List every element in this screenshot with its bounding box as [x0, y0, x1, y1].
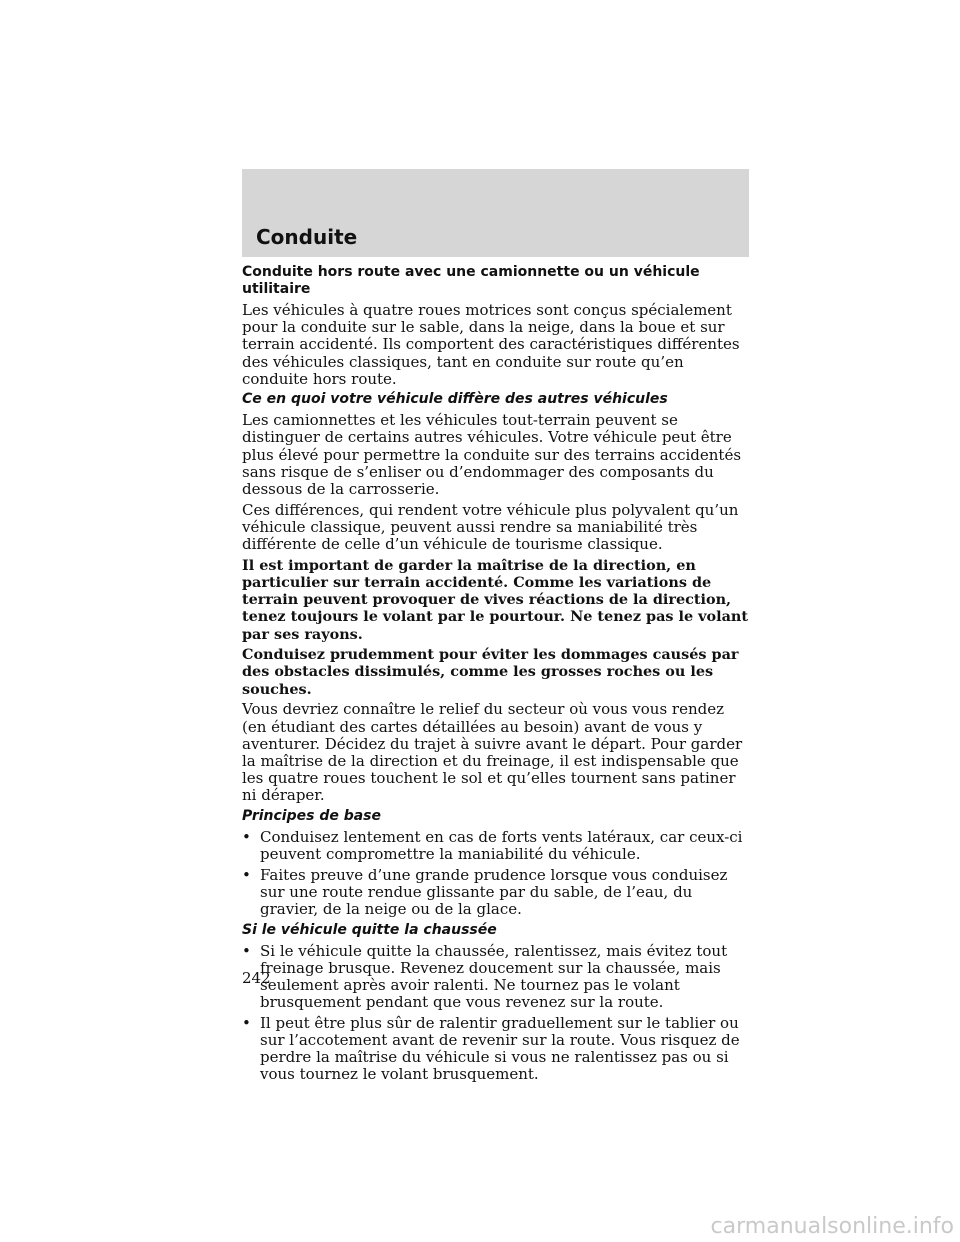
bullet-icon: • [242, 1013, 251, 1032]
paragraph-differences-2: Ces différences, qui rendent votre véhicule plus polyvalent qu’un véhicule classique, peuvent aussi rendre sa maniabilité très différente de celle d’un véhicule de tourisme classique. [242, 500, 739, 554]
section-heading-basics: Principes de base [242, 808, 382, 825]
watermark-link[interactable]: carmanualsonline.info [710, 1214, 954, 1239]
warning-steering: Il est important de garder la maîtrise de la direction, en particulier sur terrain accidenté. Comme les variations de terrain peuvent provoquer de vives réactions de la direction, tenez toujours le volant par le pourtour. Ne tenez pas le volant par ses rayons. [242, 556, 748, 643]
paragraph-terrain: Vous devriez connaître le relief du secteur où vous vous rendez (en étudiant des cartes détaillées au besoin) avant de vous y aventurer. Décidez du trajet à suivre avant le départ. Pour garder la maîtrise de la direction et du freinage, il est indispensable que les quatre roues touchent le sol et qu’elles tournent sans patiner ni déraper. [242, 700, 743, 805]
bullet-icon: • [242, 941, 251, 960]
chapter-header-band [242, 169, 749, 257]
basics-list [242, 829, 752, 919]
list-item [242, 943, 752, 1012]
paragraph-offroad-intro: Les véhicules à quatre roues motrices sont conçus spécialement pour la conduite sur le sable, dans la neige, dans la boue et sur terrain accidenté. Ils comportent des caractéristiques différentes des véhicules classiques, tant en conduite sur route qu’en conduite hors route. [242, 300, 740, 388]
section-heading-offroad: Conduite hors route avec une camionnette ou un véhicule utilitaire [242, 264, 700, 298]
list-item-text: Si le véhicule quitte la chaussée, ralentissez, mais évitez tout freinage brusque. Revenez doucement sur la chaussée, mais seulement après avoir ralenti. Ne tournez pas le volant brusquement pendant que vous revenez sur la route. [260, 941, 728, 1012]
list-item [242, 1015, 752, 1084]
list-item-text: Conduisez lentement en cas de forts vents latéraux, car ceux-ci peuvent compromettre la maniabilité du véhicule. [260, 827, 743, 863]
bullet-icon: • [242, 865, 251, 884]
page-content [242, 264, 752, 1087]
section-heading-leaves-road: Si le véhicule quitte la chaussée [242, 921, 497, 938]
chapter-title: Conduite [256, 225, 358, 249]
bullet-icon: • [242, 827, 251, 846]
paragraph-differences-1: Les camionnettes et les véhicules tout-terrain peuvent se distinguer de certains autres véhicules. Votre véhicule peut être plus élevé pour permettre la conduite sur des terrains accidentés sans risque de s’enliser ou d’endommager des composants du dessous de la carrosserie. [242, 411, 742, 498]
list-item-text: Faites preuve d’une grande prudence lorsque vous conduisez sur une route rendue glissante par du sable, de l’eau, du gravier, de la neige ou de la glace. [260, 865, 728, 919]
leaves-road-list [242, 943, 752, 1084]
warning-obstacles: Conduisez prudemment pour éviter les dommages causés par des obstacles dissimulés, comme les grosses roches ou les souches. [242, 646, 739, 698]
list-item-text: Il peut être plus sûr de ralentir graduellement sur le tablier ou sur l’accotement avant de revenir sur la route. Vous risquez de perdre la maîtrise du véhicule si vous ne ralentissez pas ou si vous tournez le volant brusquement. [260, 1013, 740, 1084]
list-item [242, 867, 752, 919]
section-heading-differences: Ce en quoi votre véhicule diffère des autres véhicules [242, 391, 668, 408]
page-number: 242 [242, 969, 271, 987]
list-item [242, 829, 752, 863]
